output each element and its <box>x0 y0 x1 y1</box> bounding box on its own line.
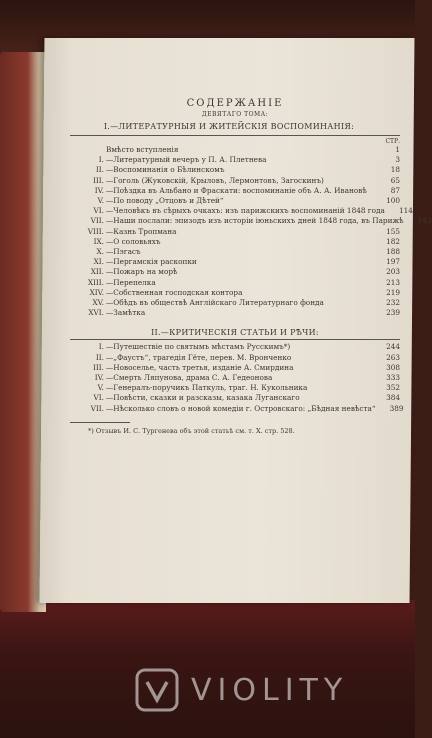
toc-row-number: XII. <box>90 267 104 277</box>
toc-row-number: X. <box>96 247 104 257</box>
toc-row-title: —Замѣтка <box>106 308 146 318</box>
toc-row-page: 87 <box>390 185 400 195</box>
toc-row-title: —Поѣздка въ Альбано и Фраскати: воспоминаніе объ А. А. Ивановѣ <box>106 185 367 195</box>
toc-row-title: —Казнь Тропмана <box>106 226 177 236</box>
toc-row-page: 65 <box>390 175 400 185</box>
violity-logo-icon <box>135 668 179 712</box>
toc-content <box>70 98 432 435</box>
toc-row <box>70 176 400 186</box>
footnote-separator <box>70 422 130 423</box>
toc-row-title: —Смерть Ляпунова, драма С. А. Гедеонова <box>106 373 273 383</box>
toc-row-title: —Повѣсти, сказки и разсказы, казака Луганскаго <box>106 393 300 403</box>
toc-row-page: 155 <box>386 226 400 236</box>
toc-row-title: —Собственная господская контора <box>106 287 243 297</box>
toc-row-number: VI. <box>93 393 104 403</box>
watermark-text: VIOLITY <box>191 672 349 708</box>
toc-row-number: VII. <box>90 216 104 226</box>
toc-row-page: 188 <box>386 247 400 257</box>
toc-row-page: 219 <box>386 287 400 297</box>
toc-row-page: 1 <box>395 145 400 154</box>
toc-row-title: —Гоголь (Жуковскій, Крыловъ, Лермонтовъ, Загоскинъ) <box>106 175 324 185</box>
toc-row-title: —О соловьяхъ <box>106 236 161 246</box>
toc-row-page: 232 <box>386 298 400 308</box>
toc-row <box>70 278 400 288</box>
toc-row-title: —Нѣсколько словъ о новой комедіи г. Островскаго: „Бѣдная невѣста“ <box>106 403 376 413</box>
toc-row <box>70 196 400 206</box>
toc-row-page: 114 <box>398 206 413 216</box>
toc-row-number: XI. <box>93 257 104 267</box>
toc-row-number: IV. <box>94 373 104 383</box>
separator-line <box>70 135 400 136</box>
toc-row-page: 3 <box>395 155 400 165</box>
toc-row-page: 389 <box>389 403 404 413</box>
toc-row <box>70 155 400 165</box>
page-col-label: СТР. <box>385 138 400 145</box>
toc-row <box>70 298 400 308</box>
toc-row-number: XVI. <box>88 308 104 318</box>
section1-heading: I.—ЛИТЕРАТУРНЫЯ И ЖИТЕЙСКІЯ ВОСПОМИНАНІЯ: <box>103 122 355 131</box>
toc-row-page: 244 <box>386 342 400 352</box>
toc-row-page: 333 <box>386 373 400 383</box>
toc-row-title: —Путешествіе по святымъ мѣстамъ Русскимъ*) <box>106 342 291 352</box>
toc-row-number: V. <box>97 196 104 206</box>
toc-row-page: 18 <box>390 165 400 175</box>
toc-row-title: —Литературный вечеръ у П. А. Плетнева <box>106 155 267 165</box>
toc-row-title: —По поводу „Отцовъ и Дѣтей“ <box>106 196 224 206</box>
toc-row <box>70 165 400 175</box>
toc-row-title: —Воспоминанія о Бѣлинскомъ <box>106 165 225 175</box>
toc-row-number: IV. <box>94 185 104 195</box>
toc-row <box>70 216 432 226</box>
toc-row <box>70 267 400 277</box>
toc-row-title: —Наши послали: эпизодъ изъ исторіи іюньскихъ дней 1848 года, въ Парижѣ <box>106 216 404 226</box>
toc-row-number: II. <box>95 352 104 362</box>
toc-row <box>70 206 413 216</box>
toc-row-page: 100 <box>386 196 400 206</box>
toc-row <box>70 373 400 383</box>
toc-row-title: —Перепелка <box>106 277 156 287</box>
toc-row-number: V. <box>97 383 104 393</box>
toc-row <box>70 383 400 393</box>
toc-row-page: 239 <box>386 308 400 318</box>
toc-row-title: —Пергамскія раскопки <box>106 257 197 267</box>
toc-row-number: III. <box>93 175 104 185</box>
toc-row-number: VII. <box>90 403 104 413</box>
section2-heading: II.—КРИТИЧЕСКІЯ СТАТЬИ И РѢЧИ: <box>151 328 319 338</box>
toc-row-number: I. <box>98 155 104 165</box>
toc-row-page: 182 <box>386 236 400 246</box>
toc-row-page: 143 <box>417 216 432 226</box>
toc-row-page: 203 <box>386 267 400 277</box>
toc-row-title: —Обѣдъ въ обществѣ Англійскаго Литературнаго фонда <box>106 298 324 308</box>
toc-row <box>70 363 400 373</box>
toc-row <box>70 288 400 298</box>
toc-row-number: XIV. <box>89 287 104 297</box>
toc-row-title: —Новоселье, часть третья, изданіе А. Смирдина <box>106 362 294 372</box>
toc-row-title: —Человѣкъ въ сѣрыхъ очкахъ: изъ парижскихъ воспоминаній 1848 года <box>106 206 385 216</box>
toc-row-number: VI. <box>93 206 104 216</box>
toc-row-title: —„Фаустъ“, трагедія Гёте, перев. М. Вронченко <box>106 352 292 362</box>
toc-row <box>70 186 400 196</box>
toc-row-number: II. <box>95 165 104 175</box>
toc-row-page: 308 <box>386 362 400 372</box>
toc-row <box>70 145 400 155</box>
toc-row-page: 197 <box>386 257 400 267</box>
separator-line <box>70 339 400 340</box>
toc-row <box>70 227 400 237</box>
toc-row <box>70 237 400 247</box>
footnote: *) Отзывъ И. С. Тургенева объ этой статьѣ см. т. X. стр. 528. <box>88 426 295 435</box>
toc-row-page: 263 <box>386 352 400 362</box>
page-column-header <box>70 138 400 145</box>
toc-row-number: XV. <box>92 298 104 308</box>
toc-subtitle: ДЕВЯТАГО ТОМА: <box>201 111 269 118</box>
book-spine <box>0 52 46 612</box>
toc-row <box>70 342 400 352</box>
toc-row-number: XIII. <box>87 277 104 287</box>
toc-row-title: —Генералъ-поручикъ Паткуль, траг. Н. Кукольника <box>106 383 308 393</box>
section1-list <box>70 145 432 318</box>
toc-row-title: —Пожаръ на морѣ <box>106 267 178 277</box>
section2-list <box>70 342 404 413</box>
toc-row <box>70 308 400 318</box>
toc-row-page: 352 <box>386 383 400 393</box>
toc-row <box>70 393 400 403</box>
toc-row <box>70 257 400 267</box>
toc-row <box>70 403 404 414</box>
toc-row-title: —Пэгасъ <box>106 247 141 257</box>
toc-row-page: 213 <box>386 277 400 287</box>
toc-row-number: IX. <box>93 236 104 246</box>
toc-title: СОДЕРЖАНІЕ <box>186 98 284 109</box>
toc-row <box>70 247 400 257</box>
toc-row-title: Вмѣсто вступленія <box>106 145 179 154</box>
toc-row-number: I. <box>98 342 104 352</box>
toc-row-number: VIII. <box>87 226 104 236</box>
toc-row-page: 384 <box>386 393 400 403</box>
toc-row-number <box>70 145 106 155</box>
toc-row <box>70 353 400 363</box>
watermark <box>135 668 348 712</box>
toc-row-number: III. <box>93 362 104 372</box>
